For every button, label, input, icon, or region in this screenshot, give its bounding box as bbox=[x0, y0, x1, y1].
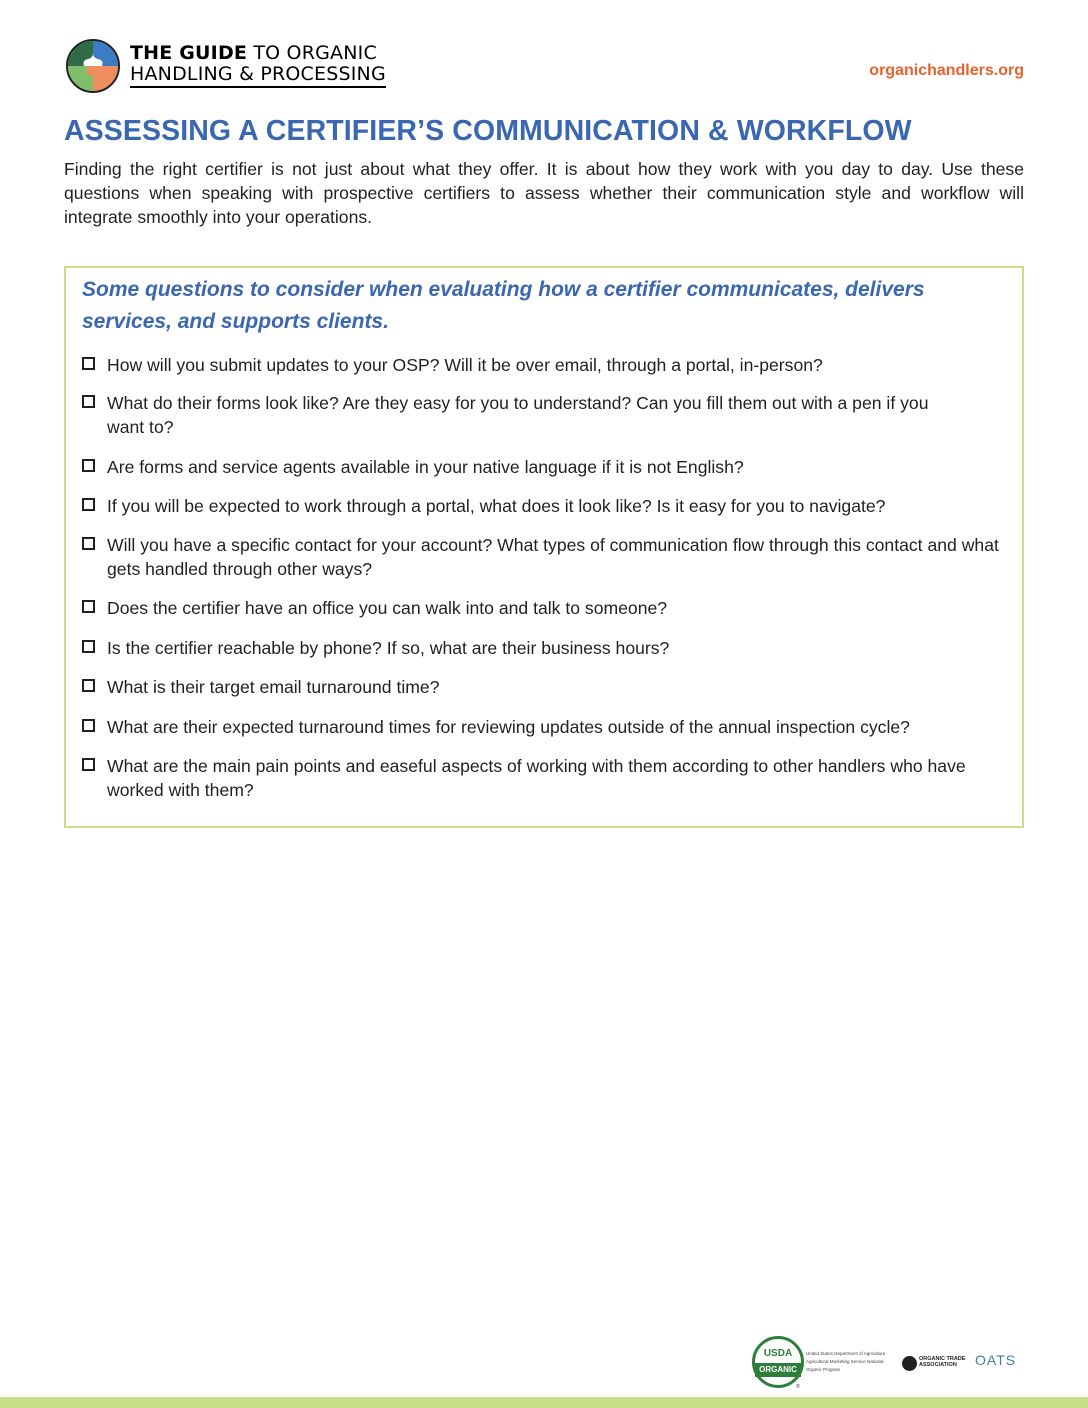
logo-title-rest: TO ORGANIC bbox=[247, 42, 377, 64]
bottom-accent-bar bbox=[0, 1397, 1088, 1408]
logo-title-bold: THE GUIDE bbox=[130, 42, 248, 64]
question-text: Does the certifier have an office you can walk into and talk to someone? bbox=[107, 598, 668, 618]
checkbox[interactable] bbox=[82, 459, 95, 472]
question-item bbox=[82, 716, 1012, 740]
usda-seal-top: USDA bbox=[763, 1348, 793, 1359]
question-text: What is their target email turnaround time? bbox=[107, 677, 440, 697]
checkbox[interactable] bbox=[82, 640, 95, 653]
question-item bbox=[82, 456, 1012, 480]
question-text: What do their forms look like? Are they easy for you to understand? Can you fill them out with a pen if you want to? bbox=[107, 393, 929, 437]
question-text: Will you have a specific contact for your account? What types of communication flow through this contact and what gets handled through other ways? bbox=[107, 535, 999, 579]
questions-heading: Some questions to consider when evaluating how a certifier communicates, delivers services, and supports clients. bbox=[82, 278, 925, 333]
question-item bbox=[82, 534, 1012, 581]
usda-seal-bottom: ORGANIC bbox=[755, 1363, 801, 1377]
logo-subtitle: HANDLING & PROCESSING bbox=[130, 64, 386, 88]
checkbox[interactable] bbox=[82, 498, 95, 511]
puzzle-logo-icon bbox=[64, 37, 122, 95]
question-item bbox=[82, 597, 1012, 621]
oats-logo: OATS bbox=[975, 1352, 1017, 1368]
website-link[interactable]: organichandlers.org bbox=[869, 62, 1024, 79]
checkbox[interactable] bbox=[82, 758, 95, 771]
questions-box bbox=[64, 266, 1024, 828]
ota-logo bbox=[902, 1356, 966, 1376]
logo-wordmark bbox=[130, 43, 386, 88]
guide-logo bbox=[64, 37, 394, 95]
checkbox[interactable] bbox=[82, 600, 95, 613]
usda-department-text: United States Department of Agriculture Agricultural Marketing Service National Organic Program bbox=[806, 1351, 886, 1372]
question-item bbox=[82, 637, 1012, 661]
ota-globe-icon bbox=[902, 1356, 917, 1371]
question-item bbox=[82, 392, 942, 439]
question-text: Is the certifier reachable by phone? If so, what are their business hours? bbox=[107, 638, 670, 658]
usda-organic-seal-icon bbox=[752, 1336, 804, 1388]
question-text: How will you submit updates to your OSP? Will it be over email, through a portal, in-person? bbox=[107, 355, 823, 375]
intro-paragraph: Finding the right certifier is not just about what they offer. It is about how they work with you day to day. Use these questions when speaking with prospective certifiers to assess whether their communication style and workflow will integrate smoothly into your operations. bbox=[64, 159, 1024, 227]
partner-logos bbox=[752, 1336, 1032, 1392]
checkbox[interactable] bbox=[82, 719, 95, 732]
checkbox[interactable] bbox=[82, 679, 95, 692]
checkbox[interactable] bbox=[82, 537, 95, 550]
checkbox[interactable] bbox=[82, 357, 95, 370]
question-text: Are forms and service agents available in your native language if it is not English? bbox=[107, 457, 744, 477]
registered-mark: ® bbox=[796, 1384, 800, 1390]
question-text: If you will be expected to work through a portal, what does it look like? Is it easy for you to navigate? bbox=[107, 496, 886, 516]
question-text: What are their expected turnaround times for reviewing updates outside of the annual inspection cycle? bbox=[107, 717, 910, 737]
question-text: What are the main pain points and easeful aspects of working with them according to other handlers who have worked with them? bbox=[107, 756, 966, 800]
checkbox[interactable] bbox=[82, 395, 95, 408]
page-title: ASSESSING A CERTIFIER’S COMMUNICATION & WORKFLOW bbox=[64, 115, 912, 147]
ota-logo-text: ORGANIC TRADE ASSOCIATION bbox=[919, 1356, 966, 1368]
question-item bbox=[82, 354, 1012, 378]
question-item bbox=[82, 495, 1012, 519]
question-item bbox=[82, 755, 1012, 802]
question-item bbox=[82, 676, 1012, 700]
